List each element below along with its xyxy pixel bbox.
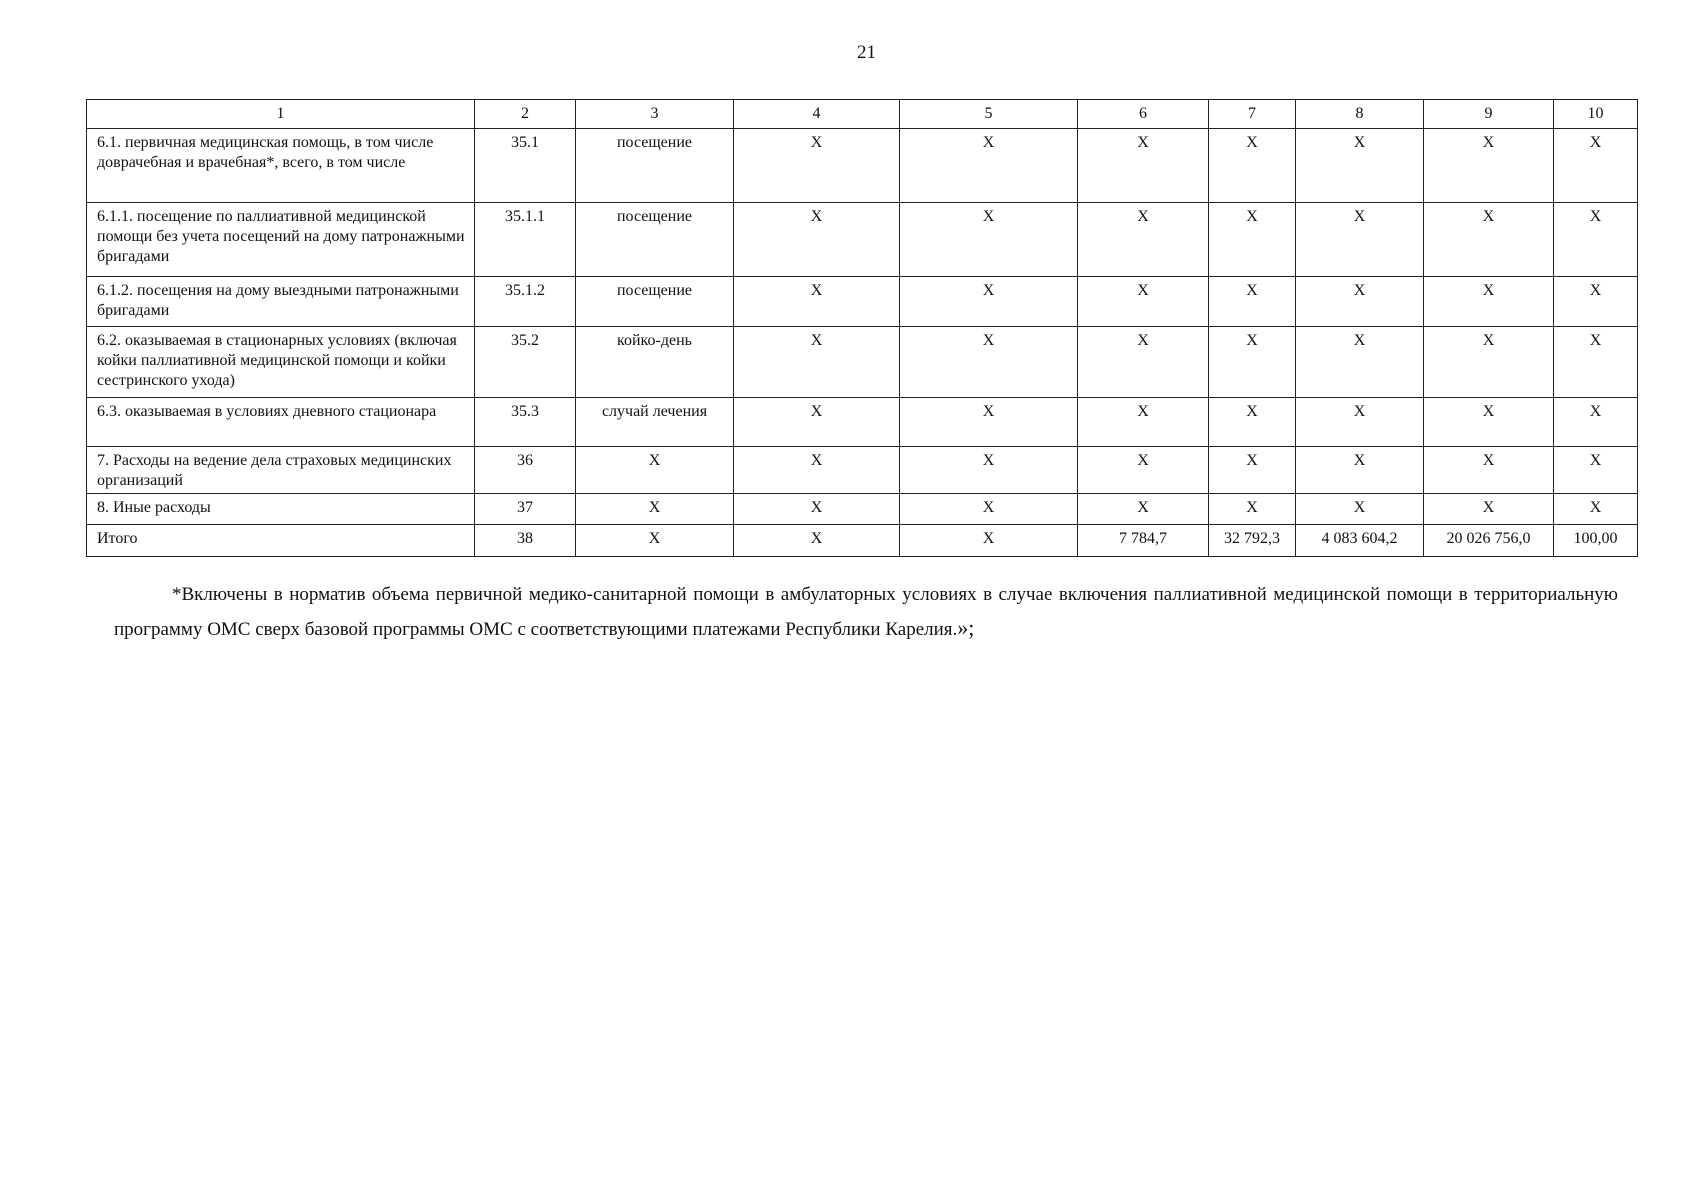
row-name-cell: 6.1.2. посещения на дому выездными патронажными бригадами — [87, 277, 475, 327]
table-cell: X — [900, 327, 1078, 398]
table-cell: X — [1424, 327, 1554, 398]
row-code-cell: 35.1.2 — [475, 277, 576, 327]
table-cell: X — [1078, 327, 1209, 398]
table-cell: X — [734, 203, 900, 277]
row-code-cell: 36 — [475, 447, 576, 494]
table-cell: X — [1296, 447, 1424, 494]
row-unit-cell: посещение — [576, 277, 734, 327]
table-cell: X — [1554, 277, 1638, 327]
table-cell: X — [1554, 447, 1638, 494]
row-name-cell: 8. Иные расходы — [87, 494, 475, 525]
table-cell: X — [1424, 203, 1554, 277]
row-name-cell: Итого — [87, 525, 475, 557]
table-row — [87, 327, 1638, 398]
row-unit-cell: X — [576, 525, 734, 557]
data-table — [86, 99, 1638, 557]
header-cell: 10 — [1554, 100, 1638, 129]
table-cell: X — [734, 327, 900, 398]
header-cell: 5 — [900, 100, 1078, 129]
header-cell: 2 — [475, 100, 576, 129]
table-row — [87, 129, 1638, 203]
header-cell: 6 — [1078, 100, 1209, 129]
row-unit-cell: посещение — [576, 203, 734, 277]
table-cell: X — [734, 129, 900, 203]
table-cell: X — [1078, 398, 1209, 447]
table-cell: X — [1209, 447, 1296, 494]
table-cell: X — [900, 494, 1078, 525]
table-cell: 7 784,7 — [1078, 525, 1209, 557]
header-cell: 1 — [87, 100, 475, 129]
table-cell: X — [1424, 447, 1554, 494]
table-cell: X — [734, 277, 900, 327]
table-row — [87, 203, 1638, 277]
row-code-cell: 35.2 — [475, 327, 576, 398]
row-code-cell: 37 — [475, 494, 576, 525]
row-name-cell: 6.2. оказываемая в стационарных условиях (включая койки паллиативной медицинской помощи и койки сестринского ухода) — [87, 327, 475, 398]
table-row — [87, 277, 1638, 327]
table-cell: X — [1554, 494, 1638, 525]
row-unit-cell: X — [576, 447, 734, 494]
header-cell: 4 — [734, 100, 900, 129]
header-cell: 8 — [1296, 100, 1424, 129]
table-cell: X — [1296, 277, 1424, 327]
table-header-row — [87, 100, 1638, 129]
table-row-total — [87, 525, 1638, 557]
table-cell: X — [1078, 277, 1209, 327]
table-cell: X — [1296, 327, 1424, 398]
table-row — [87, 398, 1638, 447]
row-code-cell: 35.1.1 — [475, 203, 576, 277]
table-cell: X — [1424, 129, 1554, 203]
table-cell: X — [1554, 327, 1638, 398]
row-name-cell: 7. Расходы на ведение дела страховых медицинских организаций — [87, 447, 475, 494]
table-cell: X — [1209, 494, 1296, 525]
row-unit-cell: посещение — [576, 129, 734, 203]
table-cell: X — [1209, 203, 1296, 277]
row-code-cell: 35.1 — [475, 129, 576, 203]
table-cell: X — [900, 525, 1078, 557]
table-cell: X — [1554, 398, 1638, 447]
table-cell: X — [1424, 398, 1554, 447]
row-code-cell: 38 — [475, 525, 576, 557]
table-cell: 4 083 604,2 — [1296, 525, 1424, 557]
table-cell: X — [900, 398, 1078, 447]
row-unit-cell: случай лечения — [576, 398, 734, 447]
table-cell: X — [1424, 494, 1554, 525]
table-cell: X — [1209, 327, 1296, 398]
row-name-cell: 6.3. оказываемая в условиях дневного стационара — [87, 398, 475, 447]
table-cell: X — [1296, 494, 1424, 525]
table-cell: X — [1078, 203, 1209, 277]
table-cell: X — [900, 129, 1078, 203]
table-row — [87, 494, 1638, 525]
header-cell: 3 — [576, 100, 734, 129]
footnote-text: *Включены в норматив объема первичной медико-санитарной помощи в амбулаторных условиях в случае включения паллиативной медицинской помощи в территориальную программу ОМС сверх базовой программы ОМС с соответствующими платежами Республики Карелия. — [114, 584, 1618, 640]
table-cell: X — [734, 447, 900, 494]
row-code-cell: 35.3 — [475, 398, 576, 447]
table-cell: X — [1078, 447, 1209, 494]
table-cell: X — [734, 525, 900, 557]
table-cell: X — [1554, 203, 1638, 277]
footnote — [114, 578, 1618, 646]
table-cell: X — [1554, 129, 1638, 203]
table-cell: X — [1209, 398, 1296, 447]
table-cell: X — [1424, 277, 1554, 327]
table-row — [87, 447, 1638, 494]
table-cell: 20 026 756,0 — [1424, 525, 1554, 557]
header-cell: 9 — [1424, 100, 1554, 129]
table-cell: X — [1209, 129, 1296, 203]
table-cell: X — [1296, 129, 1424, 203]
table-cell: X — [734, 398, 900, 447]
table-cell: X — [1296, 203, 1424, 277]
table-cell: X — [1296, 398, 1424, 447]
table-cell: 100,00 — [1554, 525, 1638, 557]
row-unit-cell: X — [576, 494, 734, 525]
table-cell: X — [1078, 129, 1209, 203]
table-cell: X — [900, 447, 1078, 494]
table-cell: X — [900, 277, 1078, 327]
table-cell: X — [900, 203, 1078, 277]
row-name-cell: 6.1.1. посещение по паллиативной медицинской помощи без учета посещений на дому патронажными бригадами — [87, 203, 475, 277]
page-number: 21 — [857, 42, 876, 63]
row-name-cell: 6.1. первичная медицинская помощь, в том числе доврачебная и врачебная*, всего, в том числе — [87, 129, 475, 203]
table-cell: X — [734, 494, 900, 525]
table-cell: X — [1078, 494, 1209, 525]
header-cell: 7 — [1209, 100, 1296, 129]
closing-quote: »; — [957, 615, 975, 640]
table-cell: X — [1209, 277, 1296, 327]
row-unit-cell: койко-день — [576, 327, 734, 398]
table-cell: 32 792,3 — [1209, 525, 1296, 557]
